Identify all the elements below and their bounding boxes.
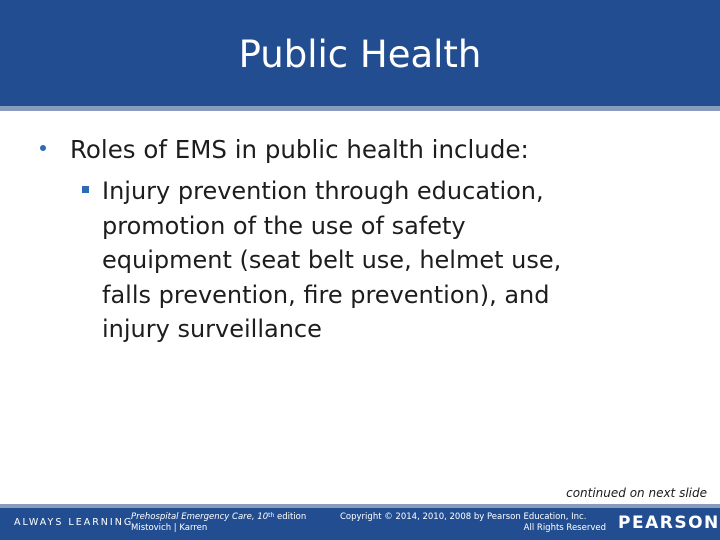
bullet-level-2-line: falls prevention, fire prevention), and [102,280,550,309]
book-citation [131,512,306,534]
pearson-logo: PEARSON [618,513,720,533]
title-divider [0,106,720,111]
book-authors: Mistovich | Karren [131,523,208,533]
square-bullet-icon [82,186,89,193]
bullet-level-1 [46,132,529,168]
bullet-level-2-line: injury surveillance [102,315,322,343]
slide-title: Public Health [238,33,482,76]
copyright-block [340,512,606,534]
bullet-level-2 [82,174,682,347]
edition-suffix: edition [274,512,307,522]
footer-divider [0,504,720,508]
bullet-level-2-line: promotion of the use of safety [102,211,466,240]
bullet-level-1-text: Roles of EMS in public health include: [70,135,529,164]
copyright-text: Copyright © 2014, 2010, 2008 by Pearson Education, Inc. [340,512,587,522]
tagline: ALWAYS LEARNING [14,517,134,528]
bullet-level-2-line: equipment (seat belt use, helmet use, [102,246,562,274]
bullet-level-2-line: Injury prevention through education, [102,177,544,205]
edition-superscript: th [268,512,275,519]
book-title-line [131,512,306,523]
round-bullet-icon [40,145,46,151]
continued-note: continued on next slide [566,486,707,500]
book-title: Prehospital Emergency Care, 10 [131,512,269,522]
title-bar [0,0,720,106]
rights-text: All Rights Reserved [523,523,606,533]
footer-bar [0,504,720,540]
